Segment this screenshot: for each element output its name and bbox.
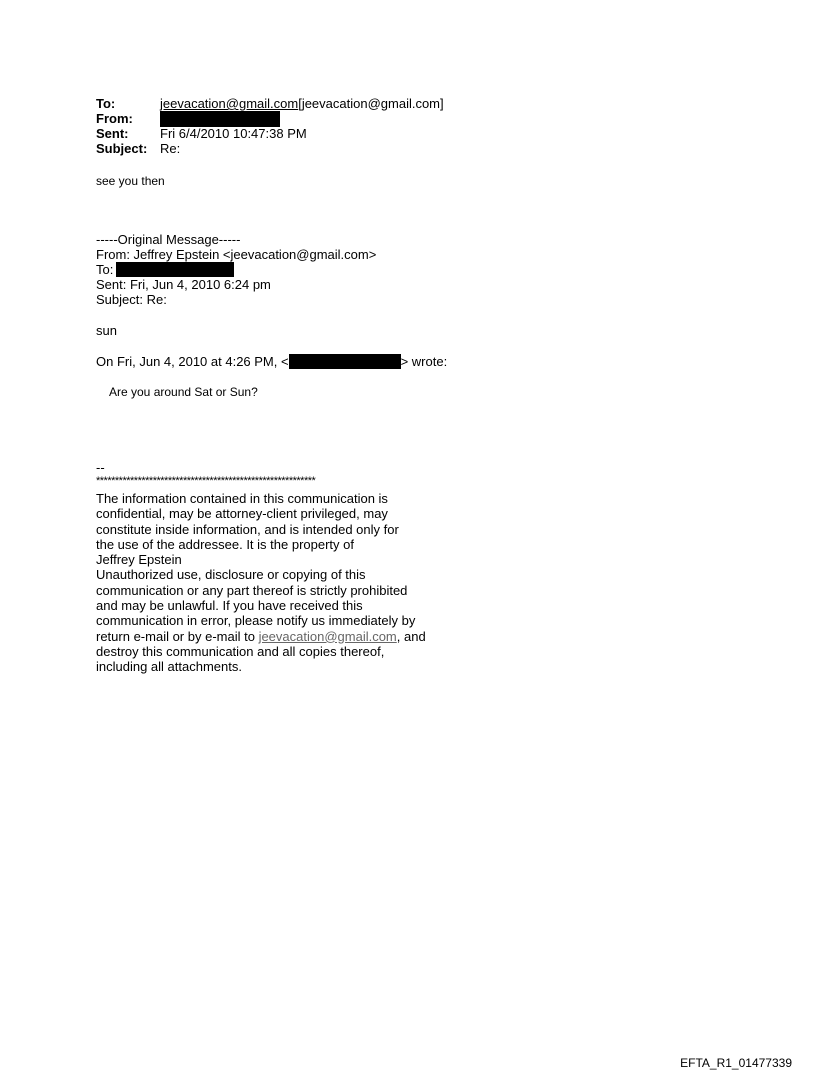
to-address-bracketed: [jeevacation@gmail.com]	[298, 96, 444, 111]
email-link[interactable]: jeevacation@gmail.com	[258, 628, 397, 644]
signature-stars: **********************************************************	[96, 475, 316, 487]
subject-value: Re:	[160, 141, 181, 156]
disclaimer	[96, 491, 426, 675]
disclaimer-line: The information contained in this communication is	[96, 491, 388, 506]
quoted-text: Are you around Sat or Sun?	[109, 385, 258, 399]
disclaimer-line: confidential, may be attorney-client privileged, may	[96, 506, 388, 522]
original-from: From: Jeffrey Epstein <jeevacation@gmail.com>	[96, 247, 377, 262]
original-separator: -----Original Message-----	[96, 232, 241, 247]
quote-suffix: > wrote:	[400, 354, 448, 369]
disclaimer-line: Jeffrey Epstein	[96, 552, 182, 568]
disclaimer-line: including all attachments.	[96, 659, 242, 675]
redaction-block	[289, 354, 401, 369]
quote-prefix: On Fri, Jun 4, 2010 at 4:26 PM, <	[96, 354, 289, 369]
disclaimer-line: and may be unlawful. If you have received this	[96, 598, 363, 614]
original-sent: Sent: Fri, Jun 4, 2010 6:24 pm	[96, 277, 271, 292]
redaction-block	[160, 111, 280, 127]
quote-attribution	[96, 354, 447, 369]
to-label: To:	[96, 96, 116, 111]
reply-body: see you then	[96, 174, 165, 188]
disclaimer-line: constitute inside information, and is intended only for	[96, 521, 399, 537]
disclaimer-line: communication or any part thereof is strictly prohibited	[96, 582, 408, 598]
signature-dashes: --	[96, 460, 105, 475]
disclaimer-line	[96, 629, 426, 644]
disclaimer-line: destroy this communication and all copies thereof,	[96, 643, 385, 659]
original-to-label: To:	[96, 262, 114, 277]
to-address: jeevacation@gmail.com	[160, 96, 299, 111]
subject-label: Subject:	[96, 141, 148, 156]
sent-label: Sent:	[96, 126, 129, 141]
original-to	[96, 262, 234, 277]
redaction-block	[116, 262, 234, 277]
disclaimer-line: the use of the addressee. It is the property of	[96, 536, 354, 552]
disclaimer-line: communication in error, please notify us immediately by	[96, 613, 416, 629]
from-value	[160, 111, 280, 127]
document-id: EFTA_R1_01477339	[680, 1056, 792, 1070]
original-body: sun	[96, 323, 117, 338]
original-subject: Subject: Re:	[96, 292, 167, 307]
disclaimer-line: Unauthorized use, disclosure or copying of this	[96, 567, 366, 583]
from-label: From:	[96, 111, 133, 126]
sent-value: Fri 6/4/2010 10:47:38 PM	[160, 126, 307, 141]
to-value	[160, 96, 444, 111]
disclaimer-line-prefix: return e-mail or by e-mail to	[96, 628, 259, 644]
disclaimer-line-suffix: , and	[396, 628, 426, 644]
